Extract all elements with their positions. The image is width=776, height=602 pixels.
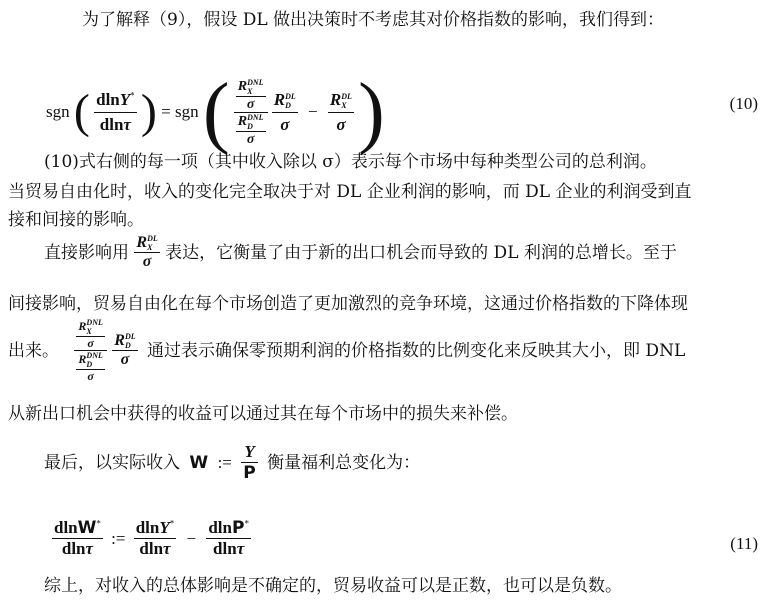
indirect-ratio-fraction: R DNL X σ R DNL D σ [74, 318, 106, 383]
left-paren: ( [73, 85, 90, 138]
paragraph-3-line-3: 出来。 R DNL X σ R DNL D σ R DL D σ 通过表示确保零预期利润的价格指数的比例变化来反映其大小，即 DNL [8, 318, 686, 383]
paragraph-2-line-3: 接和间接的影响。 [8, 210, 144, 230]
indirect-rd-fraction: R DL D σ [114, 331, 136, 369]
equation-11-number: (11) [730, 534, 758, 553]
paragraph-3-line-2: 间接影响，贸易自由化在每个市场创造了更加激烈的竞争环境，这通过价格指数的下降体现 [8, 294, 688, 314]
right-paren: ) [140, 85, 157, 138]
rd-dl-fraction: R DL D σ [273, 89, 296, 134]
paragraph-5: 综上，对收入的总体影响是不确定的，贸易收益可以是正数，也可以是负数。 [44, 576, 622, 596]
paragraph-3-line-1: 直接影响用 R DL X σ 表达，它衡量了由于新的出口机会而导致的 DL 利润的总增长。至于 [44, 234, 677, 271]
dnl-ratio-fraction: R DNL X σ R DNL D σ [234, 78, 268, 147]
welfare-symbol: W [189, 452, 209, 473]
paragraph-2-line-2: 当贸易自由化时，收入的变化完全取决于对 DL 企业利润的影响，而 DL 企业的利润受到直 [8, 182, 692, 202]
equation-10-number: (10) [729, 94, 758, 113]
eq11-lhs-fraction: $\frac{dlnW^*}{dln\tau}$ [54, 518, 101, 558]
sgn-label: sgn [46, 102, 70, 121]
equation-10: sgn ( $\frac{dlnY^*}{dln\tau}$ ) = sgn ( R DNL X σ R DNL D σ R DL D σ − R DL X σ ) [46, 68, 385, 156]
paragraph-1: 为了解释（9），假设 DL 做出决策时不考虑其对价格指数的影响，我们得到： [82, 10, 665, 30]
eq11-p-fraction: $\frac{dlnP^*}{dln\tau}$ [208, 518, 249, 558]
paragraph-2-line-1: (10)式右侧的每一项（其中收入除以 σ）表示每个市场中每种类型公司的总利润。 [44, 152, 657, 172]
sgn-label-2: sgn [174, 102, 199, 121]
lhs-fraction: $\frac{dlnY^*}{dln\tau}$ [96, 89, 135, 134]
right-big-paren: ) [358, 68, 385, 156]
eq11-y-fraction: $\frac{dlnY^*}{dln\tau}$ [135, 518, 175, 558]
left-big-paren: ( [202, 68, 230, 156]
direct-effect-fraction: R DL X σ [136, 234, 158, 271]
paragraph-4: 最后，以实际收入 W := $\frac{Y}{P}$ 衡量福利总变化为： [44, 442, 421, 483]
welfare-fraction: $\frac{Y}{P}$ [243, 442, 256, 483]
paragraph-3-line-4: 从新出口机会中获得的收益可以通过其在每个市场中的损失来补偿。 [8, 404, 518, 424]
equation-11: $\frac{dlnW^*}{dln\tau}$ := $\frac{dlnY^*}{dln\tau}$ − $\frac{dlnP^*}{dln\tau}$ [54, 518, 249, 558]
rx-dl-fraction: R DL X σ [329, 89, 352, 134]
